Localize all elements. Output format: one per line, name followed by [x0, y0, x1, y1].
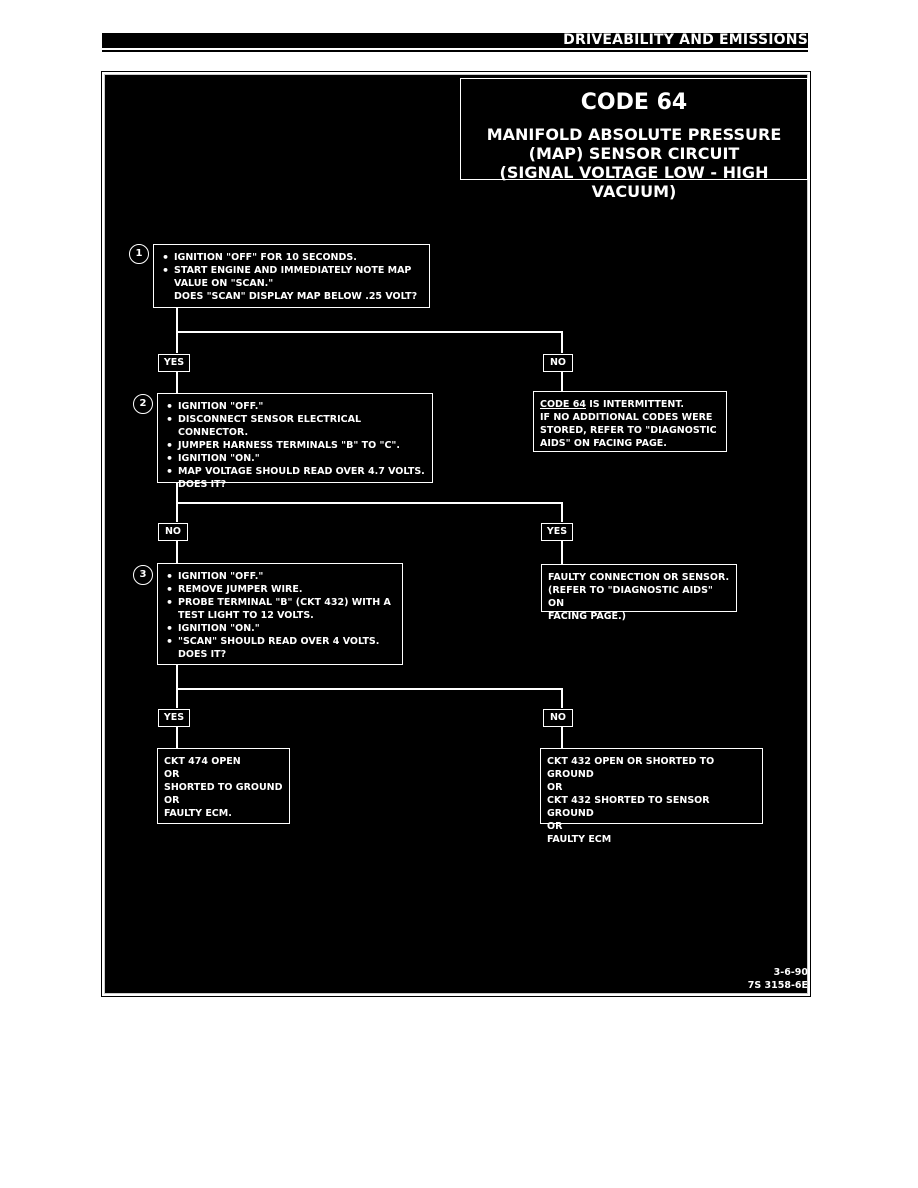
step-1-yes-label: YES	[158, 354, 190, 372]
result-3-yes-line: FAULTY ECM.	[164, 808, 232, 819]
result-1-no-line-rest: IS INTERMITTENT.	[585, 399, 684, 410]
code-64-ref: CODE 64	[540, 399, 586, 410]
step-3-number: 3	[133, 565, 153, 585]
figure-number: 7S 3158-6E	[747, 980, 808, 991]
step-2-item: • JUMPER HARNESS TERMINALS "B" TO "C".	[164, 439, 426, 452]
step-1-box	[153, 244, 430, 308]
header-rule	[102, 50, 808, 52]
step-3-item: • PROBE TERMINAL "B" (CKT 432) WITH A TEST LIGHT TO 12 VOLTS.	[164, 596, 396, 622]
step-1-number: 1	[129, 244, 149, 264]
result-2-yes-box	[541, 564, 737, 622]
connector	[561, 726, 563, 748]
step-2-yes-label: YES	[541, 523, 573, 541]
result-3-no-line: OR	[547, 821, 563, 832]
connector	[176, 688, 563, 690]
step-2-item: • MAP VOLTAGE SHOULD READ OVER 4.7 VOLTS.	[164, 465, 426, 478]
subtitle-line-1: MANIFOLD ABSOLUTE PRESSURE	[486, 125, 782, 144]
code-title: CODE 64	[580, 90, 688, 115]
step-3-item: • IGNITION "OFF."	[164, 570, 396, 583]
connector	[176, 483, 178, 503]
result-1-no-line: IF NO ADDITIONAL CODES WERE	[540, 412, 713, 423]
code-title-box	[460, 78, 808, 201]
figure-date: 3-6-90	[773, 967, 808, 978]
connector	[176, 308, 178, 332]
connector	[176, 502, 563, 504]
step-1-list	[160, 251, 423, 290]
connector	[176, 540, 178, 564]
step-3-item: • REMOVE JUMPER WIRE.	[164, 583, 396, 596]
step-3-item: • "SCAN" SHOULD READ OVER 4 VOLTS.	[164, 635, 396, 648]
figure-code	[748, 966, 808, 992]
connector	[561, 331, 563, 353]
result-2-yes-line: (REFER TO "DIAGNOSTIC AIDS" ON	[548, 585, 713, 609]
subtitle-line-3: (SIGNAL VOLTAGE LOW - HIGH VACUUM)	[499, 163, 769, 201]
step-3-no-label: NO	[543, 709, 573, 727]
step-3-yes-label: YES	[158, 709, 190, 727]
diagram-panel-inner-border	[104, 74, 808, 994]
result-1-no-line	[540, 398, 720, 411]
step-2-number: 2	[133, 394, 153, 414]
result-1-no-line: AIDS" ON FACING PAGE.	[540, 438, 667, 449]
result-3-no-line: OR	[547, 782, 563, 793]
connector	[176, 331, 178, 353]
connector	[561, 502, 563, 522]
step-1-no-label: NO	[543, 354, 573, 372]
step-1-item: • IGNITION "OFF" FOR 10 SECONDS.	[160, 251, 423, 264]
result-3-yes-line: OR	[164, 769, 180, 780]
result-3-yes-line: SHORTED TO GROUND	[164, 782, 283, 793]
step-3-box	[157, 563, 403, 665]
connector	[176, 665, 178, 689]
result-3-yes-box	[157, 748, 290, 824]
connector	[176, 371, 178, 393]
step-1-question: DOES "SCAN" DISPLAY MAP BELOW .25 VOLT?	[174, 291, 418, 302]
step-1-item: • START ENGINE AND IMMEDIATELY NOTE MAP VALUE ON "SCAN."	[160, 264, 423, 290]
step-2-box	[157, 393, 433, 490]
step-3-question: DOES IT?	[178, 649, 227, 660]
step-3-list	[164, 570, 396, 648]
step-2-item: • DISCONNECT SENSOR ELECTRICAL CONNECTOR.	[164, 413, 426, 439]
connector	[176, 688, 178, 708]
connector	[561, 540, 563, 564]
connector	[176, 502, 178, 522]
connector	[561, 688, 563, 708]
result-3-yes-line: OR	[164, 795, 180, 806]
section-header: DRIVEABILITY AND EMISSIONS	[563, 32, 808, 48]
step-2-list	[164, 400, 426, 478]
connector	[176, 331, 563, 333]
connector	[176, 726, 178, 748]
result-3-no-line: CKT 432 OPEN OR SHORTED TO GROUND	[547, 756, 715, 780]
code-subtitle	[461, 125, 807, 201]
step-2-item: • IGNITION "OFF."	[164, 400, 426, 413]
step-3-item: • IGNITION "ON."	[164, 622, 396, 635]
subtitle-line-2: (MAP) SENSOR CIRCUIT	[528, 144, 740, 163]
result-1-no-line: STORED, REFER TO "DIAGNOSTIC	[540, 425, 717, 436]
result-3-no-box	[540, 748, 763, 845]
step-2-no-label: NO	[158, 523, 188, 541]
step-2-item: • IGNITION "ON."	[164, 452, 426, 465]
result-1-no-box	[533, 391, 727, 452]
result-3-no-line: CKT 432 SHORTED TO SENSOR GROUND	[547, 795, 710, 819]
connector	[561, 371, 563, 391]
step-2-question: DOES IT?	[178, 479, 227, 490]
result-3-yes-line: CKT 474 OPEN	[164, 756, 241, 767]
result-2-yes-line: FAULTY CONNECTION OR SENSOR.	[548, 572, 730, 583]
result-2-yes-line: FACING PAGE.)	[548, 611, 626, 622]
result-3-no-line: FAULTY ECM	[547, 834, 612, 845]
